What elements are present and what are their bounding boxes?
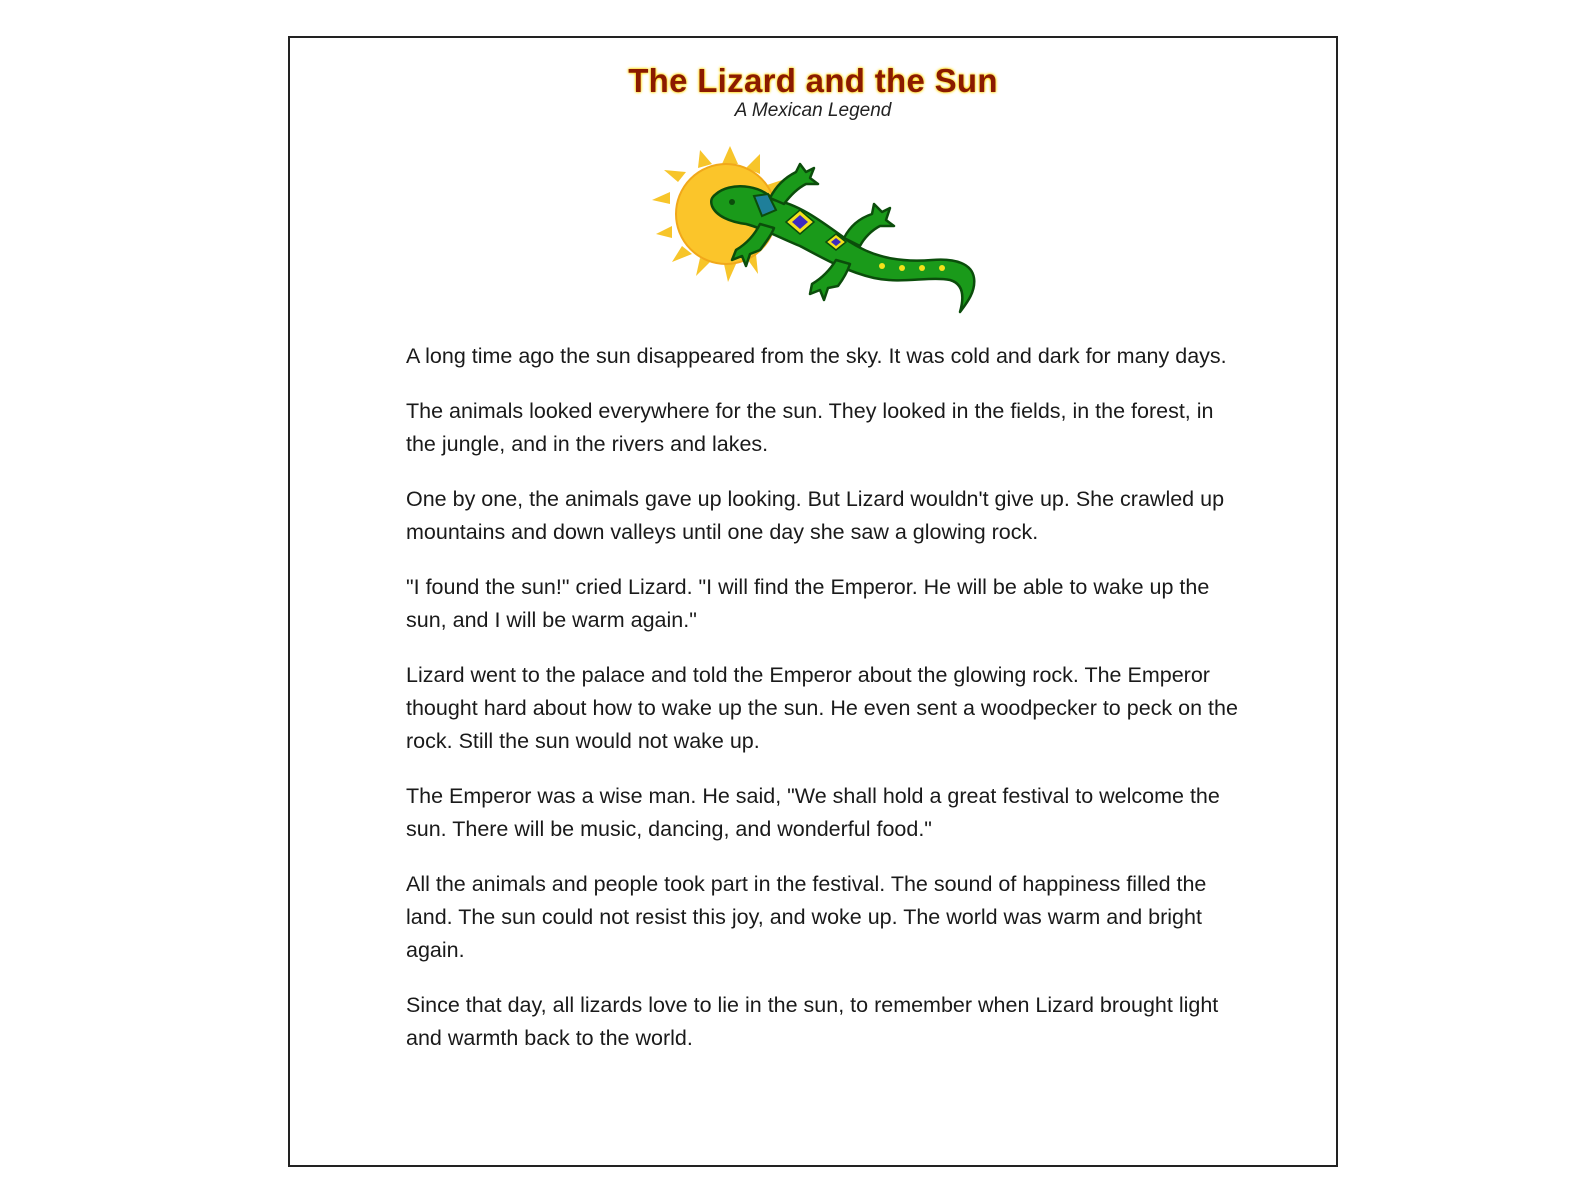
story-paragraph: The animals looked everywhere for the sun. They looked in the fields, in the forest, in the jungle, and in the rivers and lakes.	[406, 399, 1214, 456]
document-page	[288, 36, 1338, 1167]
story-paragraph: The Emperor was a wise man. He said, "We shall hold a great festival to welcome the sun. There will be music, dancing, and wonderful food."	[406, 784, 1220, 841]
story-paragraph: All the animals and people took part in the festival. The sound of happiness filled the land. The sun could not resist this joy, and woke up. The world was warm and bright again.	[406, 872, 1207, 962]
story-body	[406, 340, 1246, 1077]
lizard-and-sun-icon	[650, 142, 1000, 322]
story-paragraph: Since that day, all lizards love to lie in the sun, to remember when Lizard brought light and warmth back to the world.	[406, 993, 1219, 1050]
lizard-body	[711, 164, 974, 312]
lizard-eye	[729, 199, 735, 205]
story-subtitle: A Mexican Legend	[734, 100, 892, 121]
story-paragraph: A long time ago the sun disappeared from the sky. It was cold and dark for many days.	[406, 344, 1227, 368]
story-paragraph: One by one, the animals gave up looking. But Lizard wouldn't give up. She crawled up mountains and down valleys until one day she saw a glowing rock.	[406, 487, 1225, 544]
story-paragraph: Lizard went to the palace and told the Emperor about the glowing rock. The Emperor thought hard about how to wake up the sun. He even sent a woodpecker to peck on the rock. Still the sun would not wake up.	[406, 663, 1238, 753]
story-title: The Lizard and the Sun	[628, 62, 998, 99]
story-paragraph: "I found the sun!" cried Lizard. "I will find the Emperor. He will be able to wake up the sun, and I will be warm again."	[406, 575, 1210, 632]
